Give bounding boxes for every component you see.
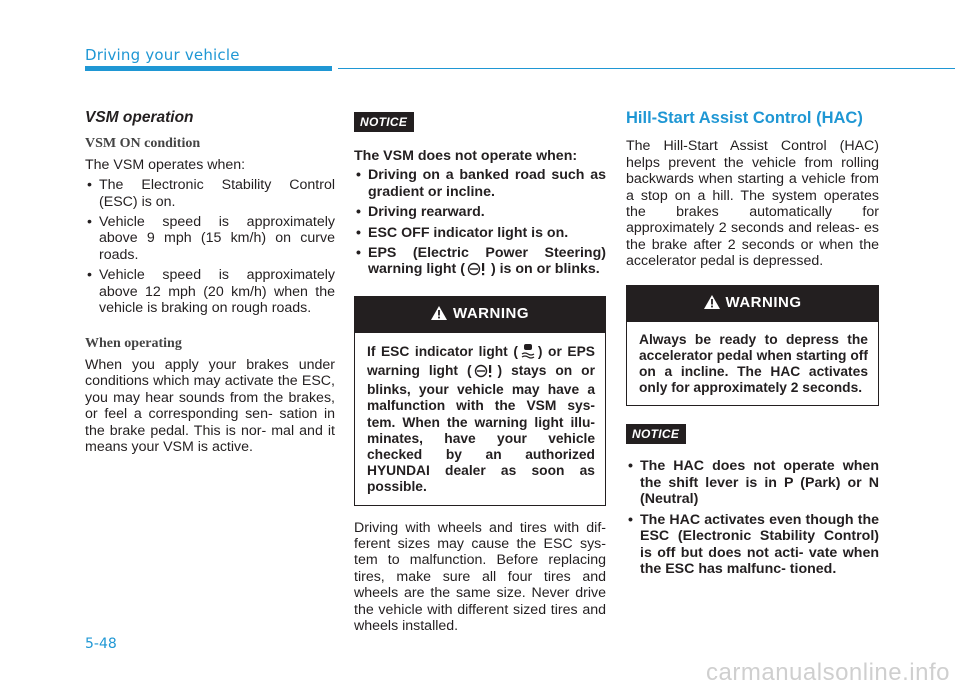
- notice-badge: NOTICE: [626, 424, 686, 444]
- list-item: • The HAC activates even though the ESC (Electronic Stability Control) is off but does not acti- vate when the ESC has malfunc- tioned.: [626, 512, 879, 578]
- warning-body: [355, 333, 605, 505]
- section-title: Driving your vehicle: [85, 46, 240, 64]
- list-item: • The HAC does not operate when the shift lever is in P (Park) or N (Neutral): [626, 458, 879, 507]
- notice-list: [354, 167, 606, 280]
- warning-body: Always be ready to depress the accelerator pedal when starting off on a incline. The HAC activates only for approximately 2 seconds.: [639, 331, 868, 396]
- warning-triangle-icon: [431, 306, 447, 325]
- page-number: 5-48: [85, 636, 117, 652]
- list-item-eps: [354, 245, 606, 281]
- esc-indicator-icon: [520, 343, 536, 363]
- vsm-on-intro: The VSM operates when:: [85, 156, 246, 173]
- column-vsm: [85, 110, 335, 455]
- tire-size-text: Driving with wheels and tires with dif- ferent sizes may cause the ESC sys- tem to malfunction. Before replacing tires, make sure all four tires and wheels are the same size. Never drive the vehicle with different sized tires and wheels installed.: [354, 519, 606, 635]
- eps-warning-icon: [474, 364, 496, 382]
- list-item: • Driving rearward.: [354, 204, 606, 220]
- column-vsm-notice: [354, 112, 606, 635]
- warning-header: [627, 286, 878, 322]
- hac-warning-box: [626, 285, 879, 407]
- vsm-on-list: [85, 177, 335, 316]
- list-item: • Driving on a banked road such as gradient or incline.: [354, 167, 606, 200]
- warning-label: WARNING: [725, 293, 802, 311]
- eps-text-pre: EPS (Electric Power Steering) warning light (: [368, 245, 606, 278]
- notice-intro: The VSM does not operate when:: [354, 148, 578, 164]
- when-operating-heading: When operating: [85, 336, 182, 352]
- warning-text-part: If ESC indicator light (: [367, 343, 518, 359]
- column-hac: [626, 110, 879, 577]
- eps-warning-icon: [467, 262, 489, 280]
- warning-triangle-icon: [704, 295, 720, 314]
- warning-header: [355, 297, 605, 333]
- warning-text-part: ) or EPS warning light (: [367, 343, 595, 379]
- hac-title: Hill-Start Assist Control (HAC): [626, 109, 863, 127]
- watermark: carmanualsonline.info: [706, 659, 950, 686]
- list-item: • Vehicle speed is approximately above 9 mph (15 km/h) on curve roads.: [85, 214, 335, 263]
- header-bar: [85, 66, 332, 71]
- notice-badge: NOTICE: [354, 112, 414, 132]
- vsm-on-heading: VSM ON condition: [85, 136, 201, 152]
- list-item: • The Electronic Stability Control (ESC) is on.: [85, 177, 335, 210]
- vsm-warning-box: [354, 296, 606, 506]
- warning-text-part: ) stays on or blinks, your vehicle may have a malfunction with the VSM sys- tem. When the warning light illu- minates, have your vehicle checked by an authorized HYUNDAI dealer as soon as possible.: [367, 363, 595, 495]
- vsm-title: VSM operation: [85, 109, 194, 126]
- when-operating-text: When you apply your brakes under conditions which may activate the ESC, you may hear sounds from the brakes, or feel a corresponding sen- sation in the brake pedal. This is nor- mal and it means your VSM is active.: [85, 356, 335, 455]
- header-rule: [338, 68, 955, 69]
- eps-text-post: ) is on or blinks.: [490, 261, 600, 278]
- hac-text: The Hill-Start Assist Control (HAC) helps prevent the vehicle from rolling backwards when starting a vehicle from a stop on a hill. The system operates the brakes automatically for approximately 2 seconds and releas- es the brake after 2 seconds or when the accelerator pedal is depressed.: [626, 138, 879, 270]
- warning-label: WARNING: [453, 304, 529, 322]
- hac-notice-list: [626, 458, 879, 577]
- list-item: • Vehicle speed is approximately above 12 mph (20 km/h) when the vehicle is braking on rough roads.: [85, 267, 335, 316]
- list-item: • ESC OFF indicator light is on.: [354, 225, 606, 241]
